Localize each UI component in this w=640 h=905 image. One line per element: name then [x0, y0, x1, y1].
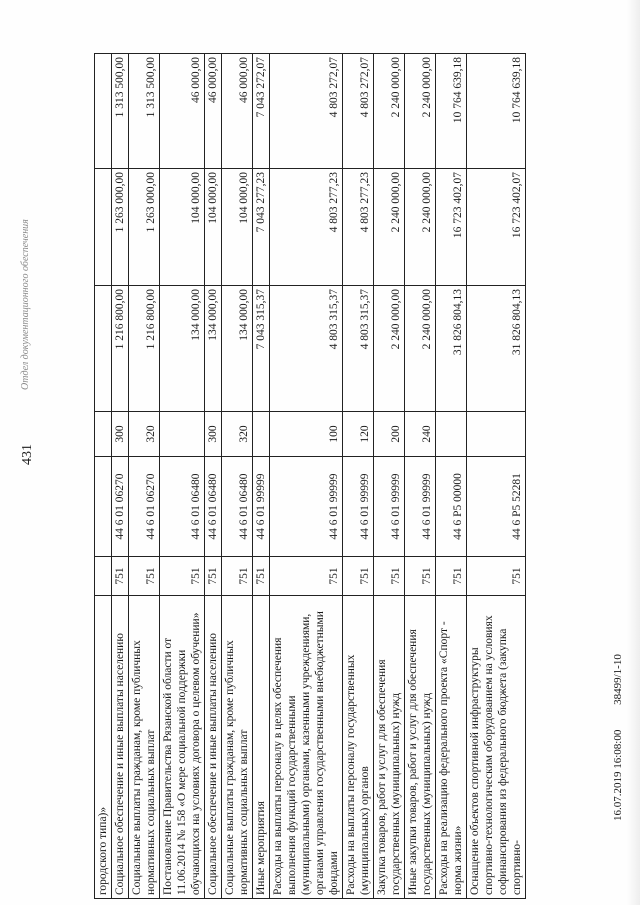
- table-row: [112, 54, 129, 899]
- cell-target-article: 44 6 P5 52281: [467, 457, 526, 557]
- cell-name: Иные мероприятия: [253, 596, 270, 899]
- cell-amount-2021: 4 803 272,07: [270, 54, 343, 169]
- cell-amount-2019: 4 803 315,37: [270, 286, 343, 412]
- cell-amount-2019: 31 826 804,13: [467, 286, 526, 412]
- cell-ministry: [95, 557, 112, 596]
- cell-ministry: 751: [222, 557, 253, 596]
- cell-name: Постановление Правительства Рязанской области от 11.06.2014 № 158 «О мере социальной поддержки обучающихся на условиях договора о целевом обучении»: [160, 596, 205, 899]
- budget-table: [94, 53, 526, 899]
- cell-ministry: 751: [129, 557, 160, 596]
- cell-target-article: 44 6 01 99999: [343, 457, 374, 557]
- cell-name: Иные закупки товаров, работ и услуг для обеспечения государственных (муниципальных) нужд: [405, 596, 436, 899]
- cell-target-article: 44 6 01 99999: [270, 457, 343, 557]
- cell-target-article: [95, 457, 112, 557]
- cell-expense-type: [467, 412, 526, 457]
- cell-expense-type: [253, 412, 270, 457]
- cell-ministry: 751: [436, 557, 467, 596]
- cell-amount-2021: 7 043 272,07: [253, 54, 270, 169]
- cell-expense-type: [160, 412, 205, 457]
- cell-amount-2020: [95, 169, 112, 286]
- cell-target-article: 44 6 01 06480: [205, 457, 222, 557]
- cell-ministry: 751: [343, 557, 374, 596]
- cell-name: городского типа)»: [95, 596, 112, 899]
- cell-expense-type: 200: [374, 412, 405, 457]
- cell-name: Расходы на выплаты персоналу в целях обеспечения выполнения функций государственными (муниципальными) органами, казенными учреждениями, органами управления государственными внебюджетными фондами: [270, 596, 343, 899]
- table-row: [270, 54, 343, 899]
- table-row: [160, 54, 205, 899]
- cell-ministry: 751: [112, 557, 129, 596]
- cell-amount-2020: 104 000,00: [160, 169, 205, 286]
- cell-amount-2020: 104 000,00: [222, 169, 253, 286]
- cell-amount-2020: 7 043 277,23: [253, 169, 270, 286]
- cell-expense-type: 320: [129, 412, 160, 457]
- cell-ministry: 751: [405, 557, 436, 596]
- department-stamp: Отдел документационного обеспечения: [20, 219, 31, 390]
- cell-amount-2020: 1 263 000,00: [112, 169, 129, 286]
- cell-amount-2021: 1 313 500,00: [112, 54, 129, 169]
- cell-amount-2019: 134 000,00: [222, 286, 253, 412]
- cell-expense-type: [95, 412, 112, 457]
- cell-ministry: 751: [270, 557, 343, 596]
- cell-expense-type: 300: [112, 412, 129, 457]
- cell-amount-2021: 1 313 500,00: [129, 54, 160, 169]
- footer: [612, 632, 624, 821]
- budget-table-body: [95, 54, 526, 899]
- cell-amount-2019: [95, 286, 112, 412]
- cell-amount-2021: 10 764 639,18: [467, 54, 526, 169]
- cell-expense-type: 320: [222, 412, 253, 457]
- cell-amount-2021: 2 240 000,00: [374, 54, 405, 169]
- table-row: [95, 54, 112, 899]
- cell-name: Социальное обеспечение и иные выплаты населению: [112, 596, 129, 899]
- cell-ministry: 751: [253, 557, 270, 596]
- table-row: [343, 54, 374, 899]
- cell-amount-2021: 46 000,00: [160, 54, 205, 169]
- cell-name: Социальные выплаты гражданам, кроме публичных нормативных социальных выплат: [222, 596, 253, 899]
- cell-amount-2019: 4 803 315,37: [343, 286, 374, 412]
- cell-amount-2019: 7 043 315,37: [253, 286, 270, 412]
- cell-amount-2020: 16 723 402,07: [436, 169, 467, 286]
- table-row: [205, 54, 222, 899]
- table-row: [467, 54, 526, 899]
- cell-amount-2021: [95, 54, 112, 169]
- cell-target-article: 44 6 01 99999: [405, 457, 436, 557]
- cell-target-article: 44 6 01 99999: [374, 457, 405, 557]
- page-number: 431: [20, 444, 35, 465]
- cell-amount-2020: 4 803 277,23: [343, 169, 374, 286]
- cell-target-article: 44 6 01 99999: [253, 457, 270, 557]
- cell-expense-type: 100: [270, 412, 343, 457]
- scan-edge: [626, 0, 640, 905]
- table-row: [405, 54, 436, 899]
- cell-ministry: 751: [160, 557, 205, 596]
- cell-amount-2019: 1 216 800,00: [129, 286, 160, 412]
- cell-expense-type: 240: [405, 412, 436, 457]
- cell-ministry: 751: [374, 557, 405, 596]
- cell-ministry: 751: [467, 557, 526, 596]
- cell-target-article: 44 6 01 06270: [129, 457, 160, 557]
- cell-amount-2019: 2 240 000,00: [405, 286, 436, 412]
- cell-ministry: 751: [205, 557, 222, 596]
- cell-target-article: 44 6 P5 00000: [436, 457, 467, 557]
- cell-amount-2021: 2 240 000,00: [405, 54, 436, 169]
- footer-doc-code: 38499/1-10: [612, 654, 624, 705]
- cell-expense-type: 120: [343, 412, 374, 457]
- table-row: [436, 54, 467, 899]
- table-row: [222, 54, 253, 899]
- cell-amount-2021: 46 000,00: [222, 54, 253, 169]
- cell-target-article: 44 6 01 06270: [112, 457, 129, 557]
- cell-amount-2020: 104 000,00: [205, 169, 222, 286]
- cell-amount-2019: 31 826 804,13: [436, 286, 467, 412]
- cell-name: Оснащение объектов спортивной инфраструктуры спортивно-технологическим оборудованием на условиях софинансирования из федерального бюджета (закупка спортивно-: [467, 596, 526, 899]
- cell-name: Закупка товаров, работ и услуг для обеспечения государственных (муниципальных) нужд: [374, 596, 405, 899]
- table-row: [253, 54, 270, 899]
- cell-name: Социальное обеспечение и иные выплаты населению: [205, 596, 222, 899]
- table-row: [129, 54, 160, 899]
- cell-name: Расходы на выплаты персоналу государственных (муниципальных) органов: [343, 596, 374, 899]
- cell-amount-2020: 1 263 000,00: [129, 169, 160, 286]
- cell-amount-2019: 134 000,00: [160, 286, 205, 412]
- cell-amount-2021: 46 000,00: [205, 54, 222, 169]
- cell-amount-2020: 2 240 000,00: [374, 169, 405, 286]
- cell-amount-2020: 16 723 402,07: [467, 169, 526, 286]
- cell-expense-type: 300: [205, 412, 222, 457]
- cell-amount-2019: 1 216 800,00: [112, 286, 129, 412]
- cell-amount-2019: 2 240 000,00: [374, 286, 405, 412]
- table-row: [374, 54, 405, 899]
- footer-datetime: 16.07.2019 16:08:00: [612, 729, 624, 821]
- cell-name: Социальные выплаты гражданам, кроме публичных нормативных социальных выплат: [129, 596, 160, 899]
- cell-amount-2020: 4 803 277,23: [270, 169, 343, 286]
- cell-amount-2021: 10 764 639,18: [436, 54, 467, 169]
- cell-amount-2021: 4 803 272,07: [343, 54, 374, 169]
- cell-expense-type: [436, 412, 467, 457]
- cell-name: Расходы на реализацию федерального проекта «Спорт - норма жизни»: [436, 596, 467, 899]
- cell-target-article: 44 6 01 06480: [160, 457, 205, 557]
- cell-amount-2020: 2 240 000,00: [405, 169, 436, 286]
- cell-amount-2019: 134 000,00: [205, 286, 222, 412]
- cell-target-article: 44 6 01 06480: [222, 457, 253, 557]
